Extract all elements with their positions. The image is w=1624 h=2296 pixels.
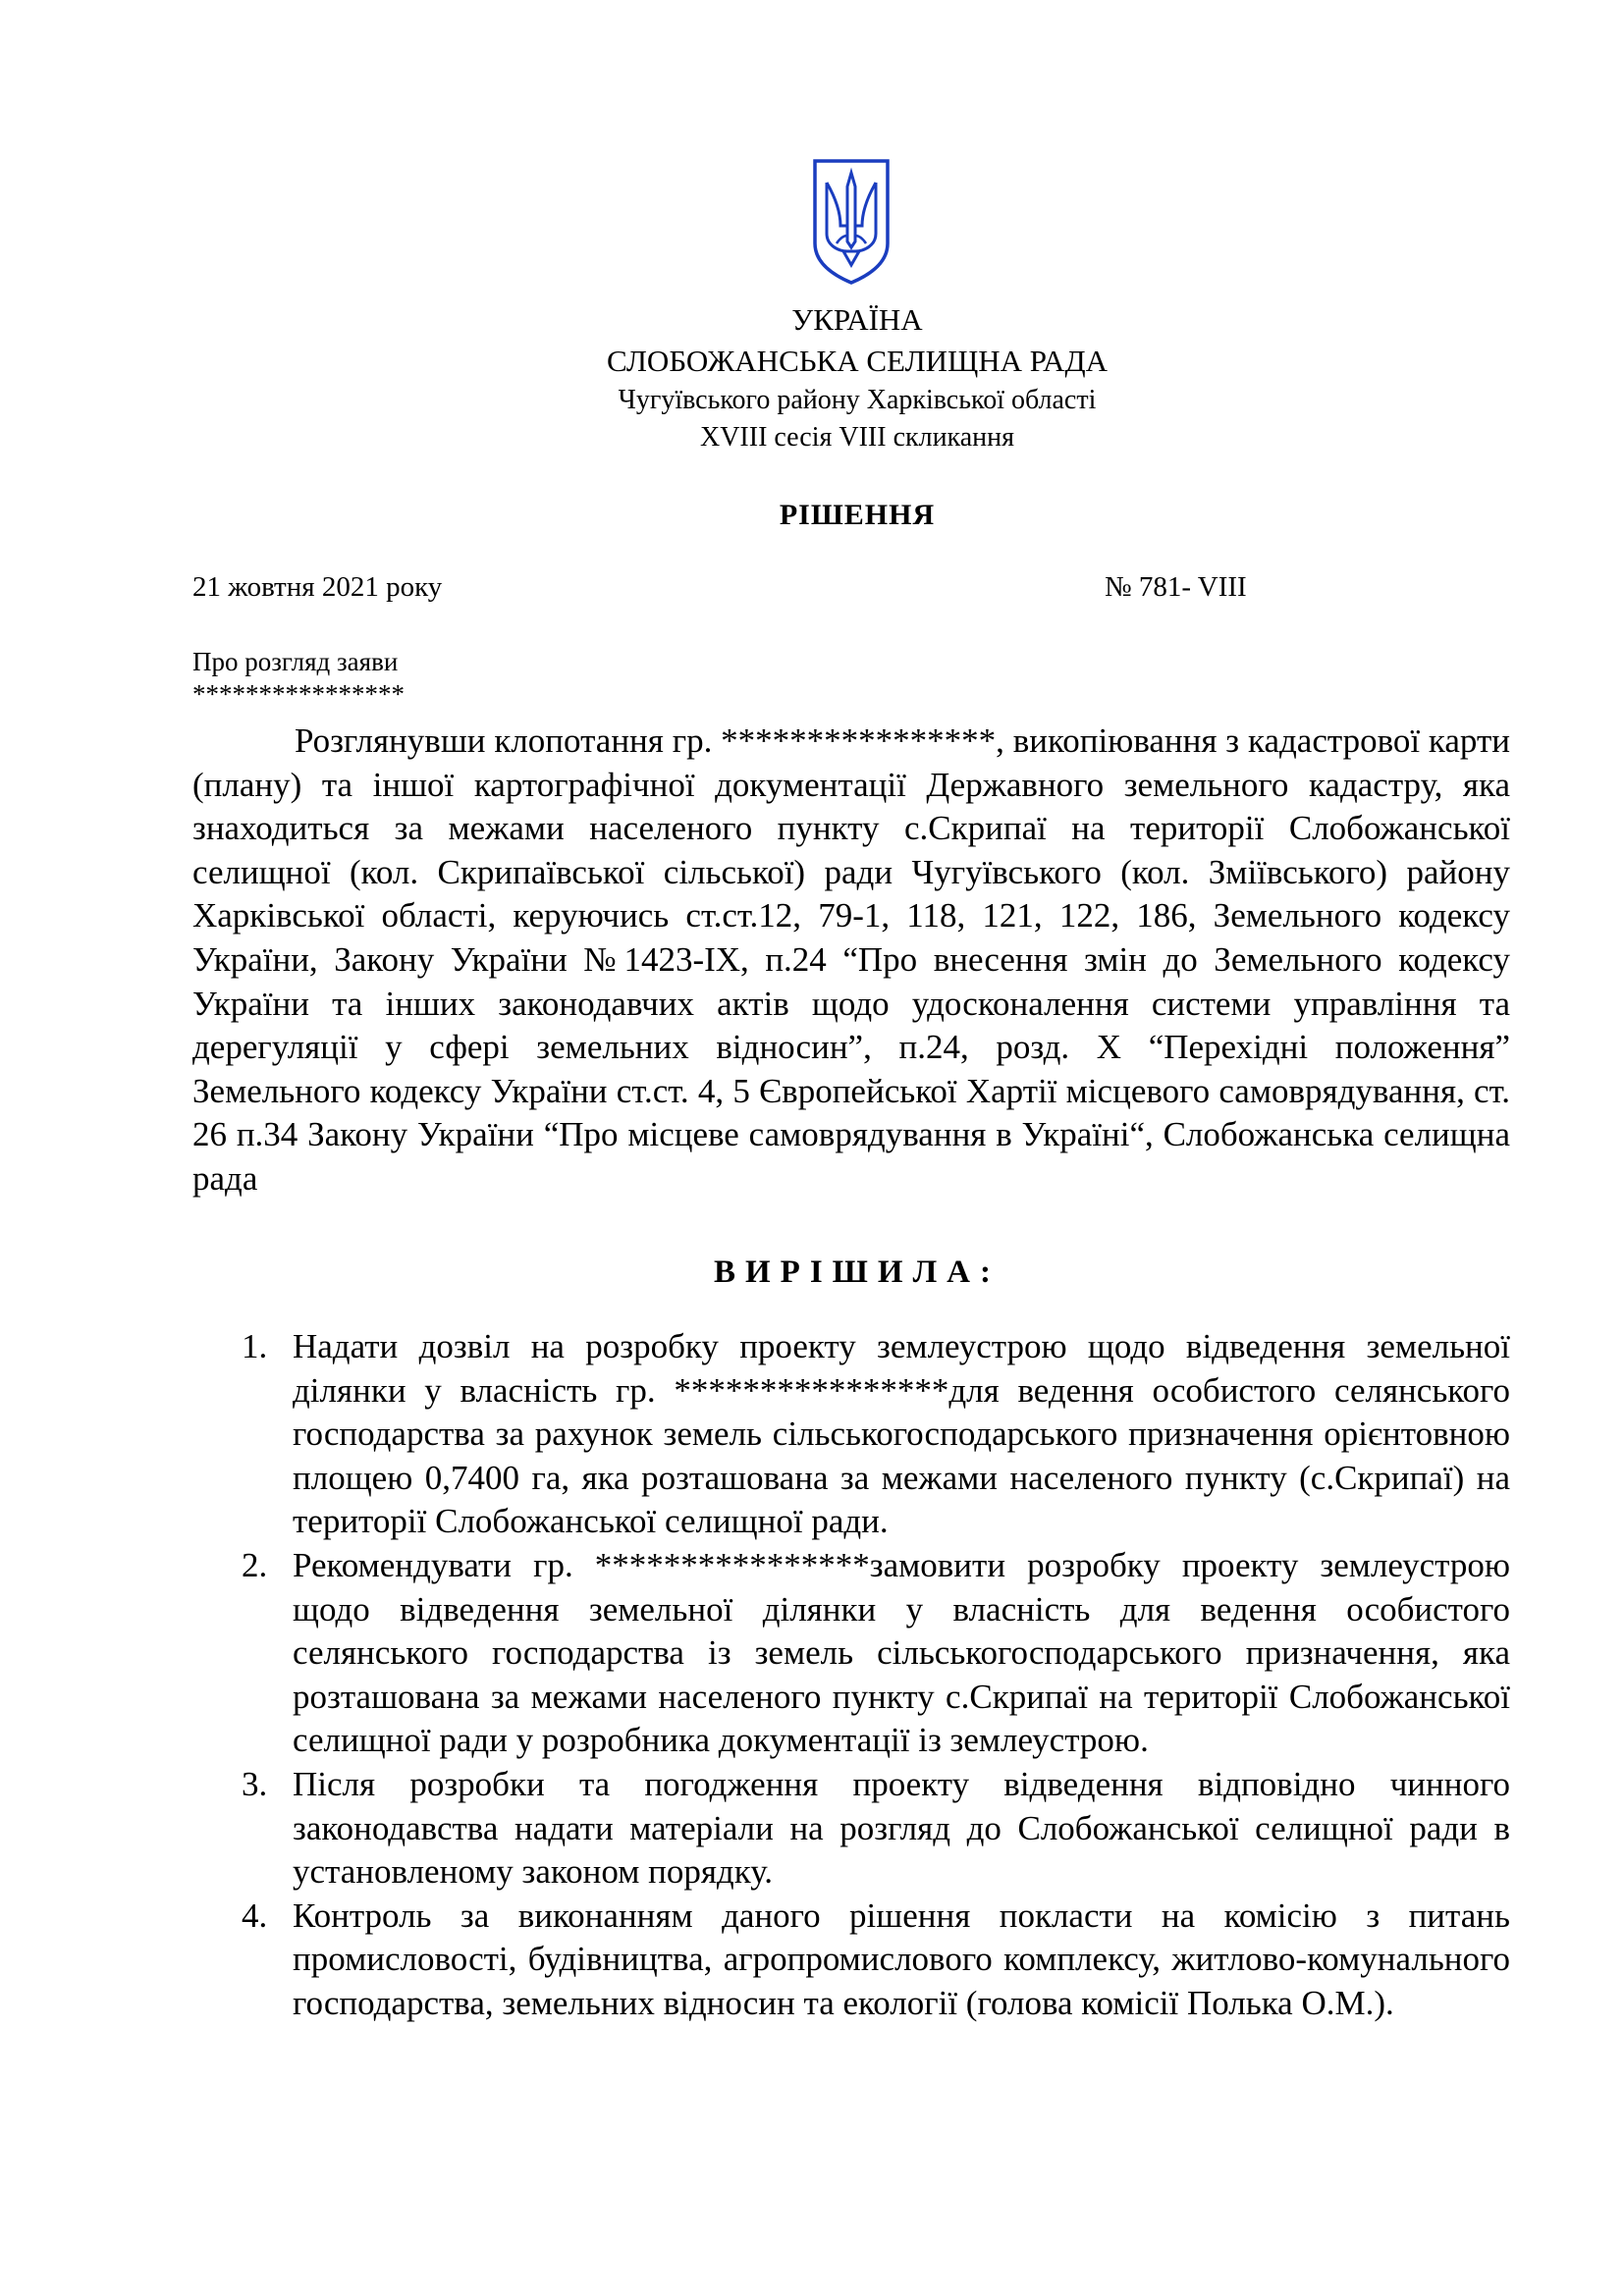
item-text: Надати дозвіл на розробку проекту землеустрою щодо відведення земельної ділянки у власність гр. ****************для ведення особистого селянського господарства за рахунок земель сільськогосподарського призначення орієнтовною площею 0,7400 га, яка розташована за межами населеного пункту (с.Скрипаї) на території Слобожанської селищної ради. [293, 1327, 1510, 1541]
item-text: Контроль за виконанням даного рішення покласти на комісію з питань промисловості, будівництва, агропромислового комплексу, житлово-комунального господарства, земельних відносин та екології (голова комісії Полька О.М.). [293, 1896, 1510, 2022]
subject-block [192, 646, 405, 711]
header-council: СЛОБОЖАНСЬКА СЕЛИЩНА РАДА [607, 344, 1108, 378]
header-country: УКРАЇНА [791, 302, 923, 337]
list-item [242, 1763, 1510, 1895]
decision-number: № 781- VIII [1105, 571, 1247, 603]
trident-coat-of-arms-icon [811, 157, 892, 285]
item-text: Після розробки та погодження проекту відведення відповідно чинного законодавства надати матеріали на розгляд до Слобожанської селищної ради в установленому законом порядку. [293, 1764, 1510, 1892]
header-session: XVIII сесія VIII скликання [699, 422, 1015, 453]
item-text: Рекомендувати гр. ****************замовити розробку проекту землеустрою щодо відведення земельної ділянки у власність для ведення особистого селянського господарства із земель сільськогосподарського призначення, яка розташована за межами населеного пункту с.Скрипаї на території Слобожанської селищної ради у розробника документації із землеустрою. [293, 1545, 1510, 1760]
item-number: 3. [242, 1764, 268, 1803]
subject-line-1: Про розгляд заяви [192, 647, 399, 676]
preamble-paragraph: Розглянувши клопотання гр. ****************, викопіювання з кадастрової карти (плану) та іншої картографічної документації Державного земельного кадастру, яка знаходиться за межами населеного пункту с.Скрипаї на території Слобожанської селищної (кол. Скрипаївської сільської) ради Чугуївського (кол. Зміївського) району Харківської області, керуючись ст.ст.12, 79-1, 118, 121, 122, 186, Земельного кодексу України, Закону України №1423-ІХ, п.24 “Про внесення змін до Земельного кодексу України та інших законодавчих актів щодо удосконалення системи управління та дерегуляції у сфері земельних відносин”, п.24, розд. Х “Перехідні положення” Земельного кодексу України ст.ст. 4, 5 Європейської Хартії місцевого самоврядування, ст. 26 п.34 Закону України “Про місцеве самоврядування в Україні“, Слобожанська селищна рада [192, 721, 1510, 1198]
subject-line-2: **************** [192, 679, 405, 709]
document-title: РІШЕННЯ [779, 499, 936, 531]
item-number: 2. [242, 1545, 268, 1584]
item-number: 4. [242, 1896, 268, 1935]
item-number: 1. [242, 1327, 268, 1365]
list-item [242, 1544, 1510, 1763]
list-item [242, 1325, 1510, 1544]
list-item [242, 1895, 1510, 2026]
decision-items-list [242, 1325, 1510, 2026]
decision-date: 21 жовтня 2021 року [192, 571, 443, 603]
decided-heading: ВИРІШИЛА: [714, 1255, 1001, 1290]
header-district: Чугуївського району Харківської області [618, 385, 1097, 415]
